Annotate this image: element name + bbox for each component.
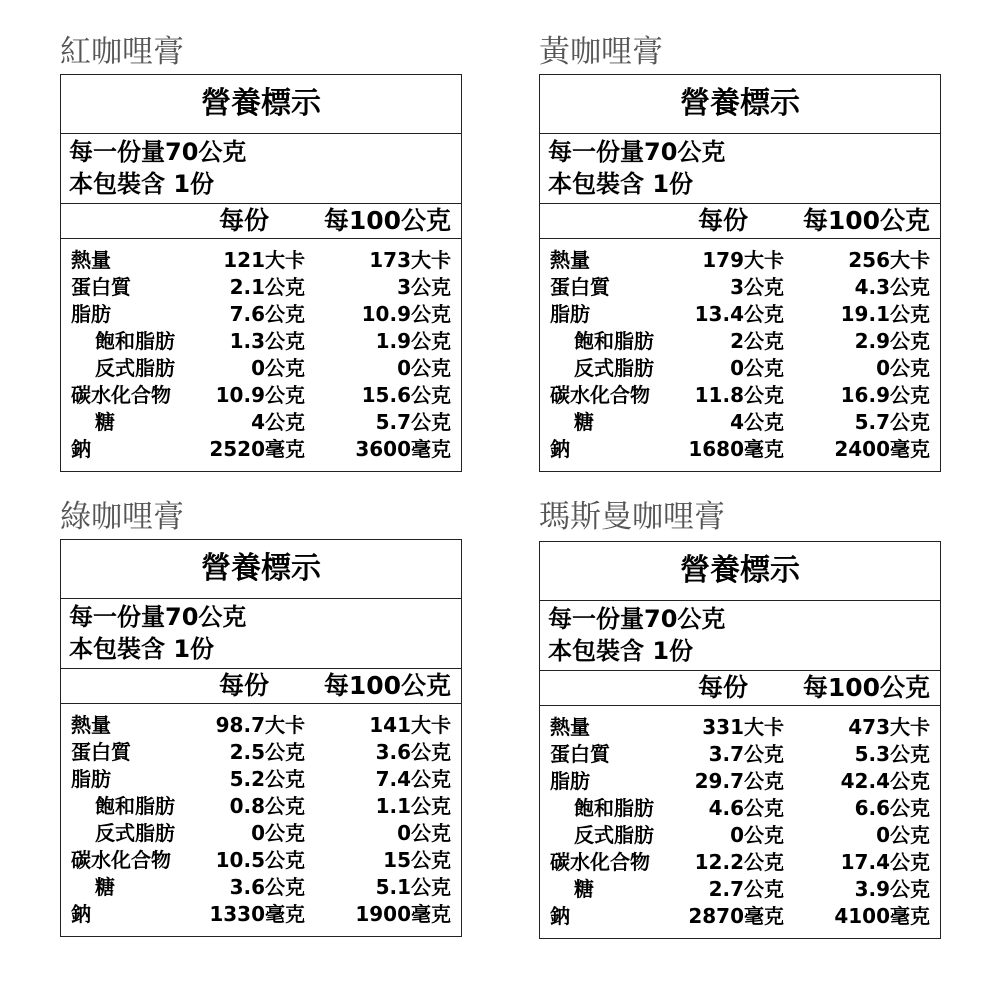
per-serving-value: 3公克 — [730, 275, 784, 299]
nutrient-row — [61, 766, 461, 793]
nutrient-row — [540, 822, 940, 849]
per-100g-value: 4.3公克 — [854, 275, 930, 299]
per-100g-value: 5.3公克 — [854, 742, 930, 766]
nutrient-row — [540, 247, 940, 274]
per-serving-value: 98.7大卡 — [215, 713, 305, 737]
nutrient-row — [61, 409, 461, 436]
nutrient-row — [540, 274, 940, 301]
nutrient-name: 飽和脂肪 — [95, 329, 175, 353]
nutrient-name: 反式脂肪 — [95, 821, 175, 845]
nutrient-name: 飽和脂肪 — [574, 329, 654, 353]
per-serving-value: 1.3公克 — [229, 329, 305, 353]
per-100g-value: 10.9公克 — [361, 302, 451, 326]
nutrient-name: 糖 — [95, 875, 115, 899]
nutrient-row — [61, 301, 461, 328]
nutrient-name: 蛋白質 — [71, 740, 131, 764]
servings-per-pack: 本包裝含 1份 — [548, 170, 694, 198]
column-headers — [540, 671, 940, 706]
nutrient-name: 碳水化合物 — [71, 383, 171, 407]
per-100g-value: 42.4公克 — [840, 769, 930, 793]
nutrient-name: 反式脂肪 — [574, 823, 654, 847]
per-serving-value: 0公克 — [730, 823, 784, 847]
serving-info — [540, 134, 940, 204]
serving-size: 每一份量70公克 — [69, 603, 247, 631]
col-per-serving: 每份 — [218, 206, 269, 235]
nutrient-row — [540, 876, 940, 903]
nutrient-row — [540, 301, 940, 328]
per-serving-value: 13.4公克 — [694, 302, 784, 326]
nutrient-row — [540, 795, 940, 822]
nutrient-name: 蛋白質 — [71, 275, 131, 299]
serving-info — [61, 134, 461, 204]
per-100g-value: 1.9公克 — [375, 329, 451, 353]
per-100g-value: 5.7公克 — [854, 410, 930, 434]
per-100g-value: 173大卡 — [369, 248, 451, 272]
nutrient-name: 脂肪 — [71, 302, 111, 326]
servings-per-pack: 本包裝含 1份 — [548, 637, 694, 665]
nutrient-name: 鈉 — [550, 904, 570, 928]
per-100g-value: 0公克 — [876, 356, 930, 380]
nutrient-name: 飽和脂肪 — [95, 794, 175, 818]
per-100g-value: 473大卡 — [848, 715, 930, 739]
per-100g-value: 0公克 — [397, 356, 451, 380]
col-per-serving: 每份 — [218, 671, 269, 700]
per-100g-value: 256大卡 — [848, 248, 930, 272]
nutrient-name: 鈉 — [550, 437, 570, 461]
nutrient-row — [61, 820, 461, 847]
per-serving-value: 7.6公克 — [229, 302, 305, 326]
nutrient-row — [61, 382, 461, 409]
per-100g-value: 16.9公克 — [840, 383, 930, 407]
serving-size: 每一份量70公克 — [69, 138, 247, 166]
per-serving-value: 4公克 — [730, 410, 784, 434]
per-serving-value: 1680毫克 — [688, 437, 784, 461]
nutrient-row — [61, 436, 461, 463]
label-heading: 營養標示 — [61, 540, 461, 599]
nutrient-rows — [540, 706, 940, 938]
nutrient-row — [61, 901, 461, 928]
col-per-100g: 每100公克 — [802, 673, 930, 702]
per-100g-value: 0公克 — [876, 823, 930, 847]
nutrient-name: 脂肪 — [550, 302, 590, 326]
nutrient-row — [61, 793, 461, 820]
nutrient-row — [61, 328, 461, 355]
nutrient-name: 糖 — [574, 410, 594, 434]
nutrient-name: 反式脂肪 — [95, 356, 175, 380]
nutrient-row — [540, 714, 940, 741]
per-100g-value: 1.1公克 — [375, 794, 451, 818]
nutrient-name: 糖 — [95, 410, 115, 434]
per-100g-value: 4100毫克 — [834, 904, 930, 928]
per-serving-value: 331大卡 — [702, 715, 784, 739]
per-100g-value: 3公克 — [397, 275, 451, 299]
per-serving-value: 2.1公克 — [229, 275, 305, 299]
per-100g-value: 3600毫克 — [355, 437, 451, 461]
label-heading: 營養標示 — [61, 75, 461, 134]
nutrient-name: 蛋白質 — [550, 275, 610, 299]
per-serving-value: 2公克 — [730, 329, 784, 353]
nutrition-label — [60, 539, 462, 937]
nutrient-name: 脂肪 — [71, 767, 111, 791]
nutrient-row — [540, 328, 940, 355]
per-serving-value: 10.5公克 — [215, 848, 305, 872]
nutrient-name: 碳水化合物 — [71, 848, 171, 872]
column-headers — [61, 204, 461, 239]
label-heading: 營養標示 — [540, 75, 940, 134]
serving-size: 每一份量70公克 — [548, 605, 726, 633]
per-100g-value: 7.4公克 — [375, 767, 451, 791]
per-serving-value: 12.2公克 — [694, 850, 784, 874]
nutrient-row — [540, 903, 940, 930]
nutrient-row — [61, 712, 461, 739]
panel-title: 紅咖哩膏 — [60, 34, 184, 70]
per-serving-value: 179大卡 — [702, 248, 784, 272]
nutrient-row — [540, 768, 940, 795]
column-headers — [540, 204, 940, 239]
serving-info — [61, 599, 461, 669]
nutrient-name: 飽和脂肪 — [574, 796, 654, 820]
nutrient-row — [540, 741, 940, 768]
nutrient-row — [61, 274, 461, 301]
panel-title: 綠咖哩膏 — [60, 499, 184, 535]
nutrient-row — [540, 436, 940, 463]
nutrient-row — [61, 739, 461, 766]
nutrient-rows — [61, 704, 461, 936]
per-serving-value: 0公克 — [251, 356, 305, 380]
per-serving-value: 0.8公克 — [229, 794, 305, 818]
per-100g-value: 3.9公克 — [854, 877, 930, 901]
nutrition-label — [539, 74, 941, 472]
nutrient-name: 碳水化合物 — [550, 383, 650, 407]
nutrient-name: 鈉 — [71, 437, 91, 461]
col-per-100g: 每100公克 — [323, 671, 451, 700]
per-100g-value: 19.1公克 — [840, 302, 930, 326]
serving-info — [540, 601, 940, 671]
nutrient-row — [540, 849, 940, 876]
per-serving-value: 2.5公克 — [229, 740, 305, 764]
col-per-100g: 每100公克 — [323, 206, 451, 235]
nutrient-rows — [540, 239, 940, 471]
serving-size: 每一份量70公克 — [548, 138, 726, 166]
per-serving-value: 2520毫克 — [209, 437, 305, 461]
nutrient-name: 鈉 — [71, 902, 91, 926]
per-serving-value: 0公克 — [251, 821, 305, 845]
per-serving-value: 121大卡 — [223, 248, 305, 272]
per-100g-value: 1900毫克 — [355, 902, 451, 926]
servings-per-pack: 本包裝含 1份 — [69, 635, 215, 663]
panel-title: 黃咖哩膏 — [539, 34, 663, 70]
nutrient-name: 熱量 — [71, 248, 111, 272]
nutrient-row — [61, 847, 461, 874]
nutrient-name: 糖 — [574, 877, 594, 901]
per-100g-value: 3.6公克 — [375, 740, 451, 764]
per-100g-value: 15.6公克 — [361, 383, 451, 407]
panel-title: 瑪斯曼咖哩膏 — [539, 499, 725, 535]
per-100g-value: 15公克 — [383, 848, 451, 872]
nutrient-rows — [61, 239, 461, 471]
nutrient-row — [540, 355, 940, 382]
per-serving-value: 2870毫克 — [688, 904, 784, 928]
nutrient-name: 熱量 — [71, 713, 111, 737]
per-serving-value: 4.6公克 — [708, 796, 784, 820]
per-serving-value: 3.7公克 — [708, 742, 784, 766]
nutrient-row — [61, 247, 461, 274]
per-serving-value: 1330毫克 — [209, 902, 305, 926]
per-serving-value: 4公克 — [251, 410, 305, 434]
nutrient-name: 碳水化合物 — [550, 850, 650, 874]
per-100g-value: 2.9公克 — [854, 329, 930, 353]
col-per-serving: 每份 — [697, 673, 748, 702]
nutrient-row — [61, 874, 461, 901]
column-headers — [61, 669, 461, 704]
per-serving-value: 2.7公克 — [708, 877, 784, 901]
per-serving-value: 5.2公克 — [229, 767, 305, 791]
per-serving-value: 29.7公克 — [694, 769, 784, 793]
nutrient-row — [540, 382, 940, 409]
per-100g-value: 141大卡 — [369, 713, 451, 737]
nutrition-label — [539, 541, 941, 939]
per-100g-value: 17.4公克 — [840, 850, 930, 874]
per-100g-value: 5.1公克 — [375, 875, 451, 899]
nutrient-name: 熱量 — [550, 715, 590, 739]
col-per-serving: 每份 — [697, 206, 748, 235]
nutrient-row — [61, 355, 461, 382]
per-serving-value: 3.6公克 — [229, 875, 305, 899]
nutrition-label — [60, 74, 462, 472]
nutrient-name: 蛋白質 — [550, 742, 610, 766]
per-100g-value: 0公克 — [397, 821, 451, 845]
servings-per-pack: 本包裝含 1份 — [69, 170, 215, 198]
per-100g-value: 2400毫克 — [834, 437, 930, 461]
nutrient-name: 熱量 — [550, 248, 590, 272]
per-100g-value: 5.7公克 — [375, 410, 451, 434]
col-per-100g: 每100公克 — [802, 206, 930, 235]
nutrient-name: 脂肪 — [550, 769, 590, 793]
nutrient-name: 反式脂肪 — [574, 356, 654, 380]
per-serving-value: 11.8公克 — [694, 383, 784, 407]
label-heading: 營養標示 — [540, 542, 940, 601]
per-serving-value: 0公克 — [730, 356, 784, 380]
per-100g-value: 6.6公克 — [854, 796, 930, 820]
per-serving-value: 10.9公克 — [215, 383, 305, 407]
nutrient-row — [540, 409, 940, 436]
